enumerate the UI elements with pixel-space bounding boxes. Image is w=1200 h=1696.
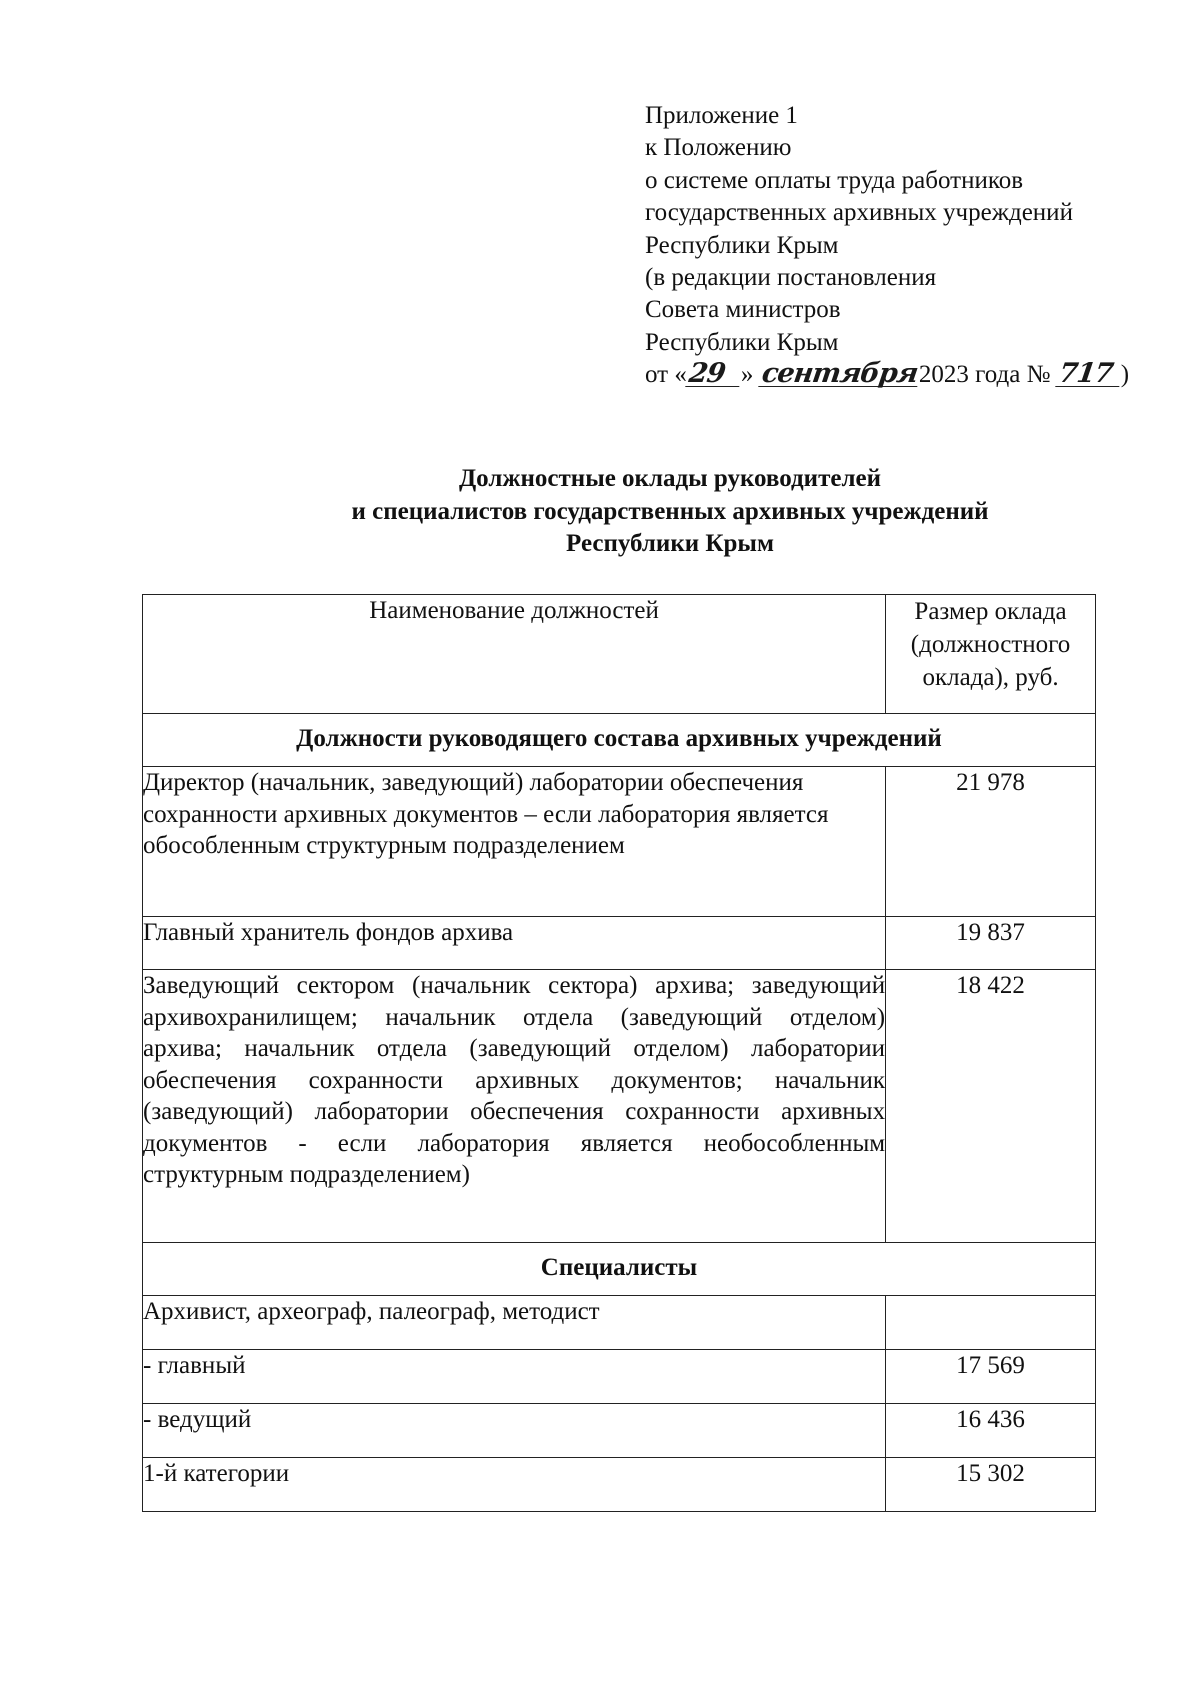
appendix-line: Совета министров — [645, 296, 841, 324]
position-name: - ведущий — [143, 1404, 886, 1458]
position-name: Заведующий сектором (начальник сектора) архива; заведующий архивохранилищем; начальник отдела (заведующий отделом) архива; начальник отдела (заведующий отделом) лаборатории обеспечения сохранности архивных документов; начальник (заведующий) лаборатории обеспечения сохранности архивных документов - если лаборатория является необособленным структурным подразделением) — [143, 970, 886, 1243]
salary-amount: 17 569 — [886, 1350, 1096, 1404]
date-quote-close: » — [740, 361, 754, 389]
section-title-specialists: Специалисты — [143, 1243, 1096, 1296]
appendix-line: Приложение 1 — [645, 102, 798, 129]
section-title-management: Должности руководящего состава архивных учреждений — [143, 714, 1096, 767]
table-row — [143, 917, 1096, 970]
handwritten-day: 29 — [685, 362, 743, 387]
table-header-row — [143, 595, 1096, 714]
handwritten-number: 717 — [1055, 362, 1123, 387]
header-position-name: Наименование должностей — [143, 595, 886, 714]
position-name: Директор (начальник, заведующий) лаборатории обеспечения сохранности архивных документов – если лаборатория является обособленным структурным подразделением — [143, 767, 886, 917]
salary-amount: 18 422 — [886, 970, 1096, 1243]
appendix-header — [645, 100, 1165, 392]
table-row — [143, 1404, 1096, 1458]
salary-amount — [886, 1296, 1096, 1350]
salary-amount: 15 302 — [886, 1458, 1096, 1512]
appendix-date-line — [645, 359, 1165, 391]
position-name: 1-й категории — [143, 1458, 886, 1512]
section-header-row — [143, 1243, 1096, 1296]
appendix-line: государственных архивных учреждений — [645, 199, 1073, 227]
table-row — [143, 1296, 1096, 1350]
position-name: - главный — [143, 1350, 886, 1404]
section-header-row — [143, 714, 1096, 767]
handwritten-month: сентября — [759, 358, 920, 390]
title-line: Должностные оклады руководителей — [458, 465, 881, 492]
title-line: и специалистов государственных архивных учреждений — [351, 497, 989, 525]
table-row — [143, 767, 1096, 917]
table-row — [143, 1350, 1096, 1404]
header-salary-amount: Размер оклада (должностного оклада), руб. — [886, 595, 1096, 714]
title-line: Республики Крым — [566, 530, 774, 557]
position-name: Главный хранитель фондов архива — [143, 917, 886, 970]
salary-amount: 19 837 — [886, 917, 1096, 970]
salary-amount: 21 978 — [886, 767, 1096, 917]
salary-amount: 16 436 — [886, 1404, 1096, 1458]
salary-table — [142, 594, 1096, 1512]
appendix-line: о системе оплаты труда работников — [645, 166, 1024, 194]
appendix-line: (в редакции постановления — [645, 264, 937, 292]
date-year-text: 2023 года № — [918, 361, 1051, 389]
date-prefix: от « — [645, 361, 687, 389]
table-row — [143, 1458, 1096, 1512]
document-title — [130, 463, 1200, 561]
table-row — [143, 970, 1096, 1243]
appendix-line: к Положению — [645, 134, 792, 162]
appendix-line: Республики Крым — [645, 231, 839, 259]
appendix-line: Республики Крым — [645, 328, 839, 356]
position-name: Архивист, археограф, палеограф, методист — [143, 1296, 886, 1350]
date-suffix: ) — [1120, 361, 1130, 389]
